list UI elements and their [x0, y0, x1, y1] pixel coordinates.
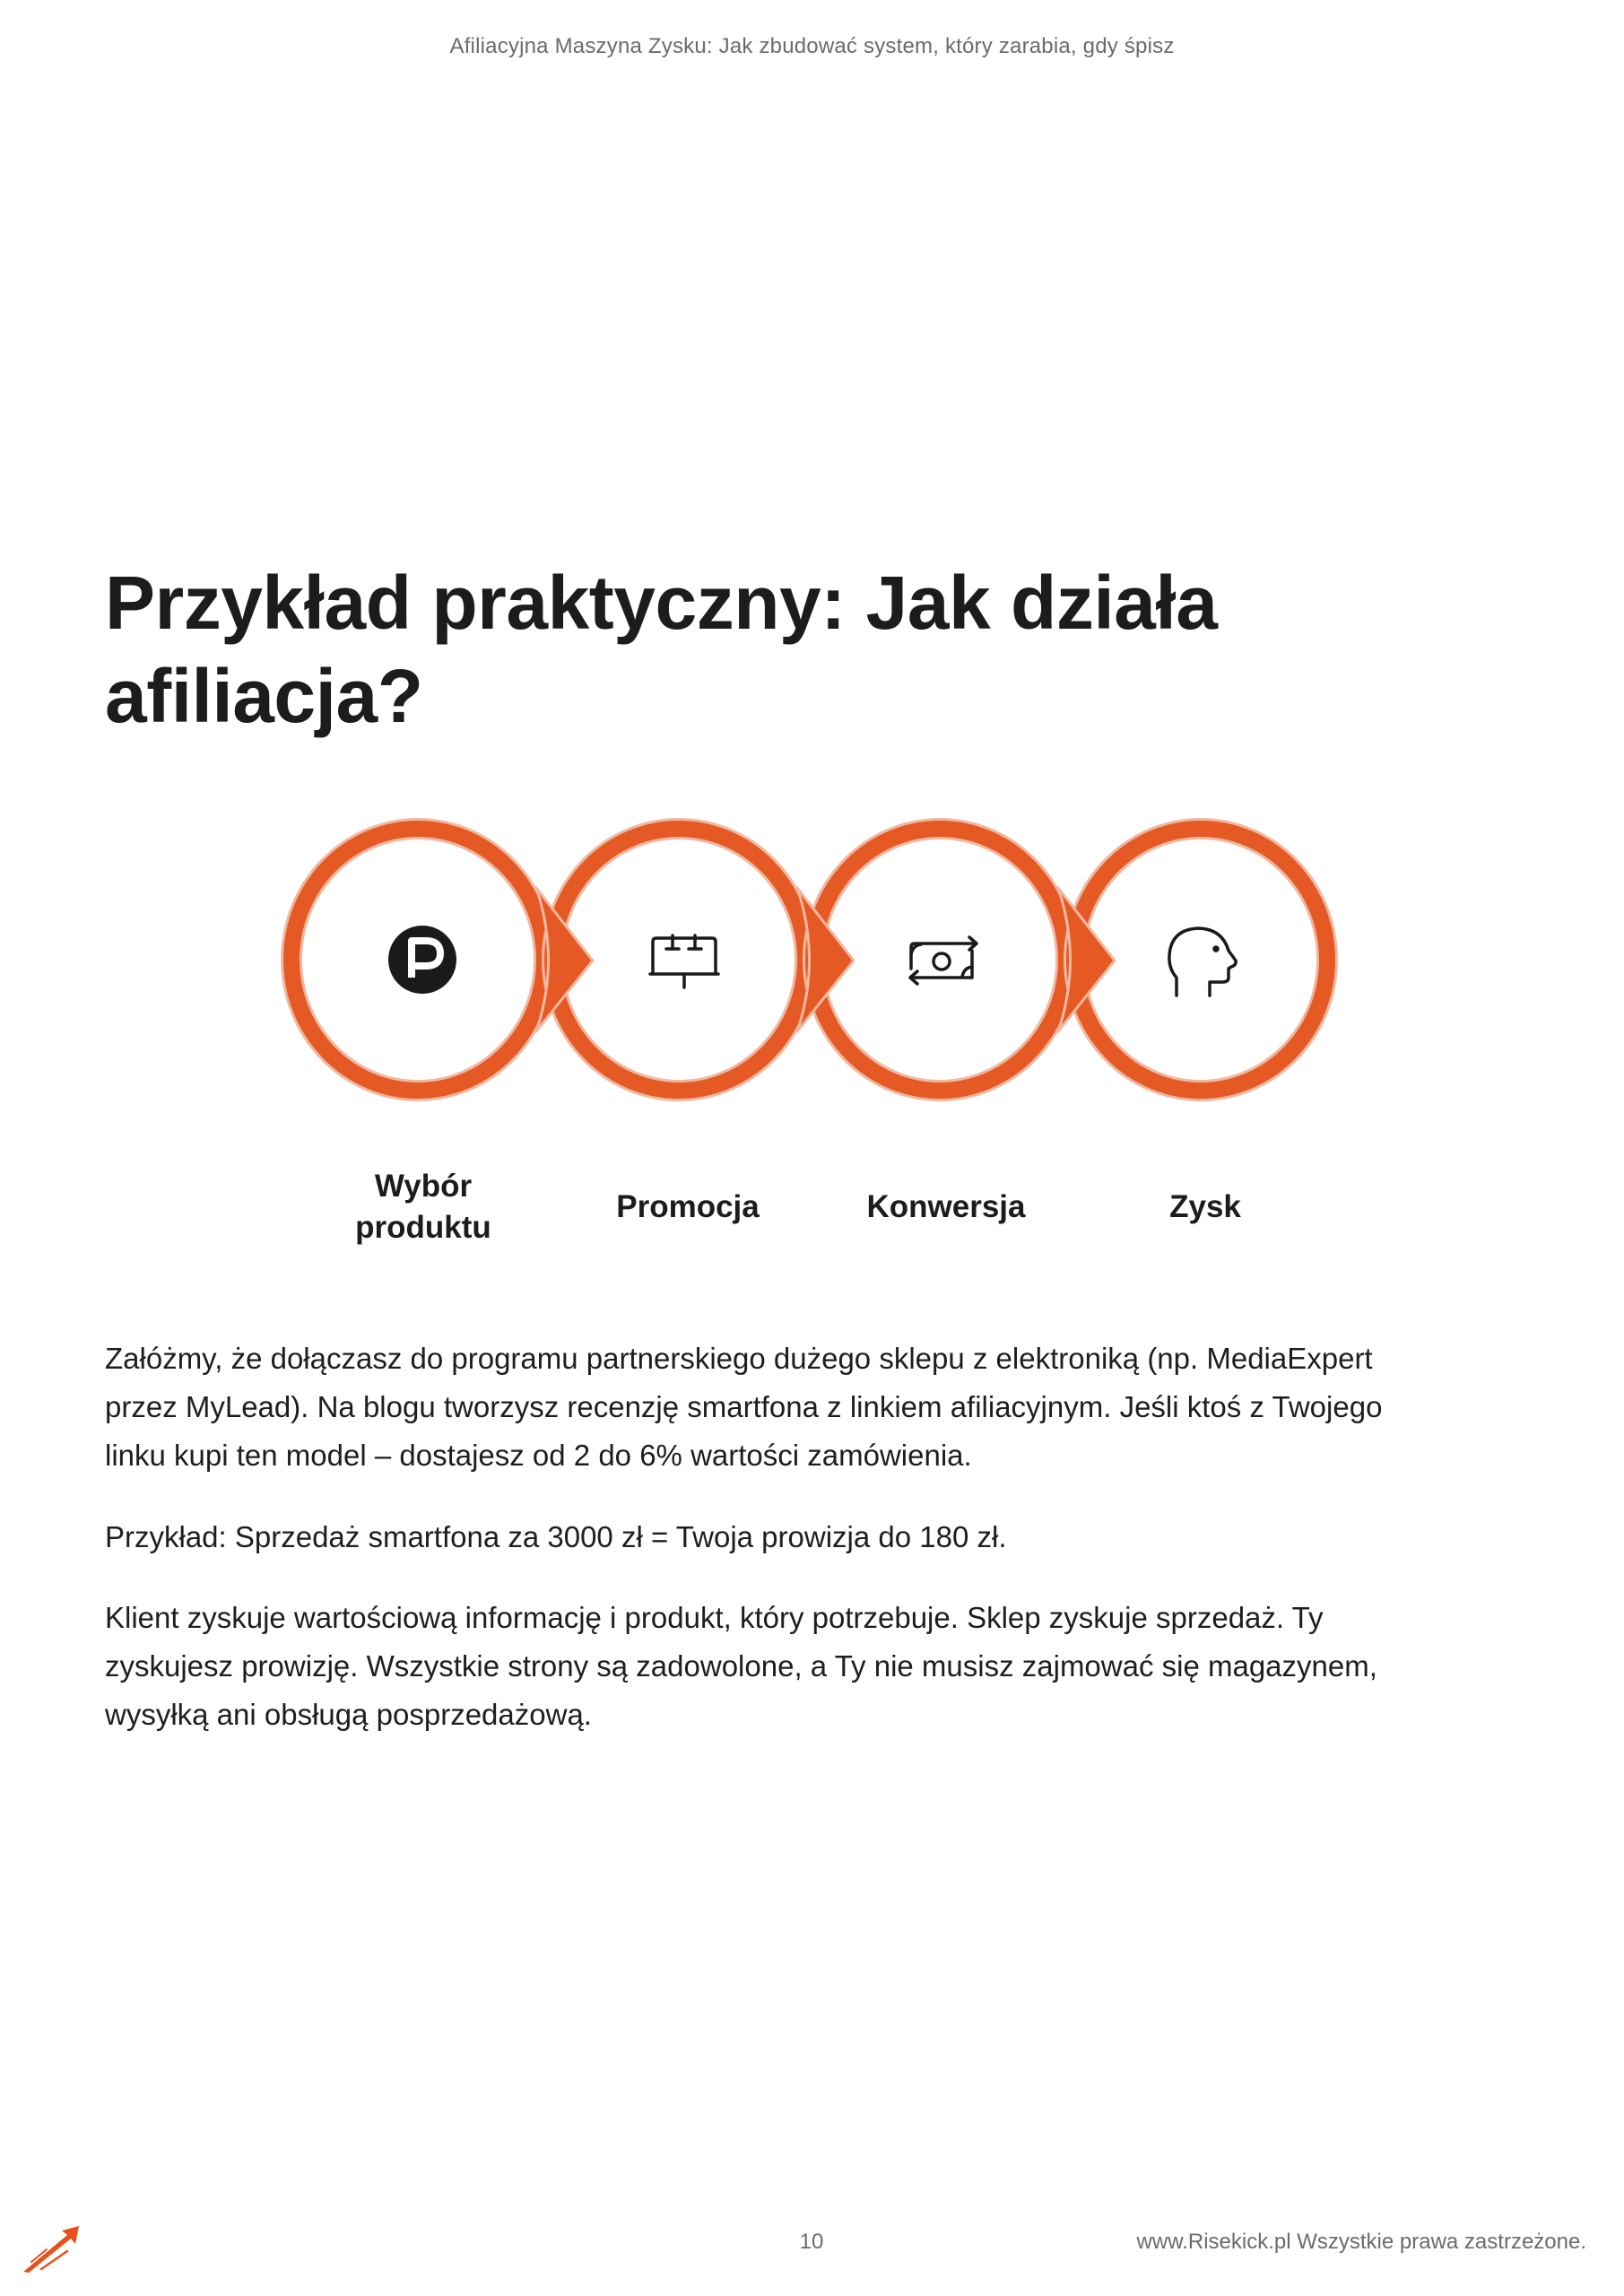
- ring-2: [552, 829, 805, 1091]
- page-title: [105, 556, 1450, 743]
- paragraph-example-intro: Załóżmy, że dołączasz do programu partnerskiego dużego sklepu z elektroniką (np. MediaExpert przez MyLead). Na blogu tworzysz recenzję smartfona z linkiem afiliacyjnym. Jeśli ktoś z Twojego linku kupi ten model – dostajesz od 2 do 6% wartości zamówienia.: [105, 1342, 1383, 1472]
- running-header: Afiliacyjna Maszyna Zysku: Jak zbudować system, który zarabia, gdy śpisz: [449, 34, 1175, 58]
- ring-4: [1074, 829, 1327, 1091]
- paragraph-commission-example: Przykład: Sprzedaż smartfona za 3000 zł = Twoja prowizja do 180 zł.: [105, 1520, 1007, 1553]
- arrow-connector-1: [536, 888, 593, 1031]
- page-number: 10: [799, 2230, 824, 2254]
- ring-3: [813, 829, 1066, 1091]
- footer-copyright: www.Risekick.pl Wszystkie prawa zastrzeżone.: [1136, 2230, 1586, 2254]
- step-label-profit: Zysk: [1169, 1189, 1241, 1224]
- step-label-product-selection: Wybór produktu: [355, 1169, 491, 1245]
- page-title-line2: afiliacja?: [105, 654, 423, 738]
- arrow-connector-2: [797, 888, 854, 1031]
- page-title-line1: Przykład praktyczny: Jak działa: [105, 561, 1218, 645]
- money-exchange-icon: [910, 937, 977, 984]
- ring-1: [291, 829, 544, 1091]
- paragraph-benefits: Klient zyskuje wartościową informację i produkt, który potrzebuje. Sklep zyskuje sprzedaż. Ty zyskujesz prowizję. Wszystkie strony są zadowolone, a Ty nie musisz zajmować się magazynem, wysyłką ani obsługą posprzedażową.: [105, 1601, 1377, 1731]
- billboard-icon: [650, 935, 718, 987]
- rising-arrow-logo: [18, 2215, 85, 2278]
- parking-p-icon: [388, 926, 456, 994]
- step-label-conversion: Konwersja: [866, 1189, 1026, 1224]
- arrow-connector-3: [1058, 888, 1115, 1031]
- step-label-promotion: Promocja: [616, 1189, 760, 1224]
- head-profile-icon: [1169, 928, 1236, 996]
